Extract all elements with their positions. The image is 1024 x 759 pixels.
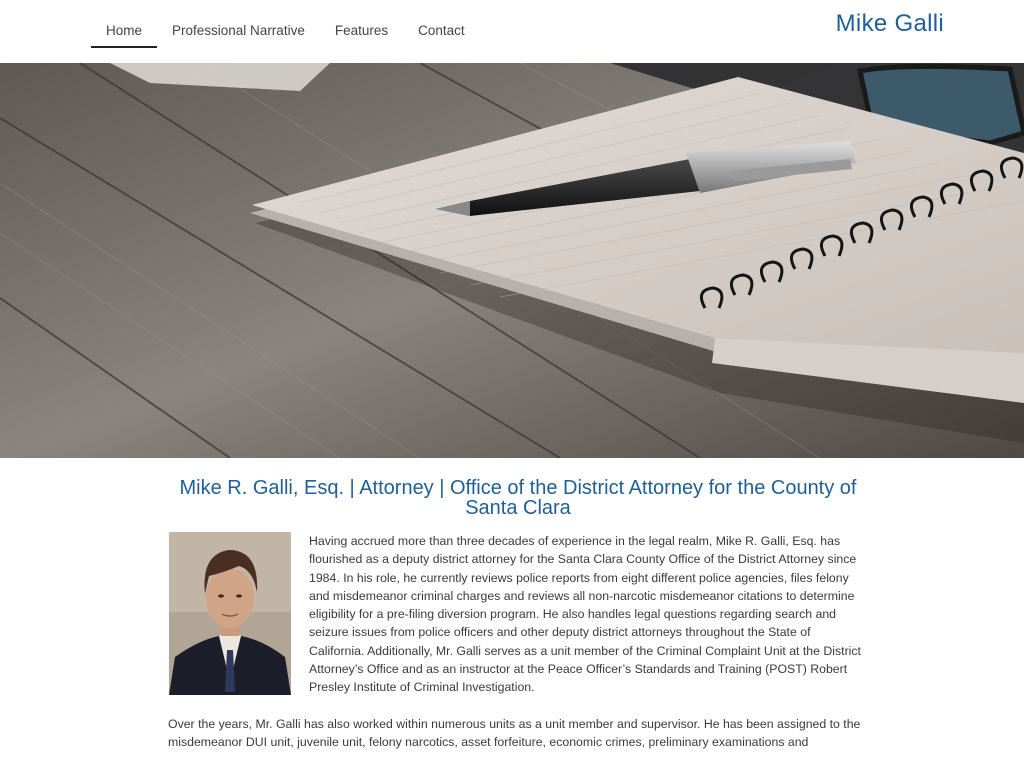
bio-section [168, 532, 868, 751]
main-nav [91, 0, 480, 63]
bio-paragraph-2: Over the years, Mr. Galli has also worked within numerous units as a unit member and supervisor. He has been assigned to the misdemeanor DUI unit, juvenile unit, felony narcotics, asset forfeiture, economic crimes, preliminary examinations and [168, 716, 861, 749]
portrait-photo [169, 532, 291, 695]
hero-image [0, 63, 1024, 458]
nav-item-professional-narrative[interactable]: Professional Narrative [172, 23, 305, 38]
main-content [168, 478, 868, 751]
site-header [0, 0, 1024, 63]
page-title: Mike R. Galli, Esq. | Attorney | Office of the District Attorney for the County of Santa Clara [179, 477, 857, 519]
nav-item-contact[interactable]: Contact [418, 23, 465, 38]
nav-item-features[interactable]: Features [334, 23, 389, 38]
site-title[interactable]: Mike Galli [835, 10, 944, 37]
nav-item-home[interactable]: Home [91, 0, 157, 63]
notebook-desk-illustration [0, 63, 1024, 458]
bio-paragraph-1: Having accrued more than three decades of experience in the legal realm, Mike R. Galli, Esq. has flourished as a deputy district attorney for the Santa Clara County Office of the District Attorney since 1984. In his role, he currently reviews police reports from eight different police agencies, files felony and misdemeanor criminal charges and reviews all non-narcotic misdemeanor citations to determine eligibility for a pre-filing diversion program. He also handles legal questions regarding search and seizure issues from police officers and other deputy district attorneys throughout the State of California. Additionally, Mr. Galli serves as a unit member of the Criminal Complaint Unit at the District Attorney’s Office and as an instructor at the Peace Officer’s Standards and Training (POST) Robert Presley Institute of Criminal Investigation. [309, 534, 861, 695]
